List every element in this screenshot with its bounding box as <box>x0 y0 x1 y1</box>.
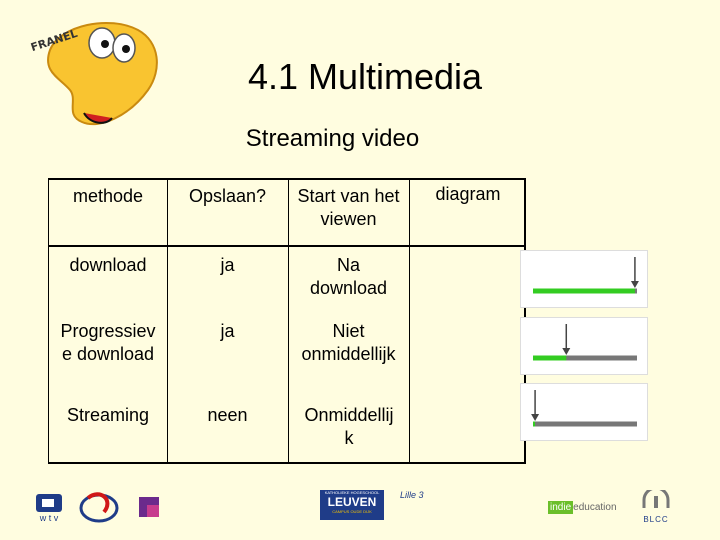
table-cell-opslaan: neen <box>207 405 248 425</box>
lille-logo <box>400 490 426 520</box>
mascot-label: FRANEL <box>29 26 80 55</box>
leuven-logo <box>320 490 384 520</box>
table-cell-methode: Streaming <box>66 405 150 425</box>
download-diagram <box>520 250 648 308</box>
table-header-diagram: diagram <box>435 184 501 204</box>
diagram-svg <box>521 251 647 307</box>
slide-title: 4.1 Multimedia <box>247 56 483 97</box>
leuven-logo-bottom: CAMPUS OUDE DIJK <box>332 509 372 514</box>
playback-start-arrowhead <box>531 414 539 421</box>
streaming-diagram <box>520 383 648 441</box>
blcc-logo <box>638 490 674 524</box>
table-header-start: Start van het viewen <box>297 186 400 229</box>
table-cell-methode: download <box>69 255 147 275</box>
blcc-logo-text: BLCC <box>643 515 669 524</box>
table-header-methode: methode <box>72 186 144 206</box>
playback-start-arrowhead <box>631 281 639 288</box>
wtv-logo-text: w t v <box>39 513 59 523</box>
progressive-download-diagram <box>520 317 648 375</box>
table-cell-opslaan: ja <box>220 255 235 275</box>
table-cell-opslaan: ja <box>220 321 235 341</box>
indie-logo-text: indie <box>550 502 572 513</box>
wtv-logo <box>30 492 68 526</box>
mascot-logo <box>20 10 170 135</box>
leuven-logo-top: KATHOLIEKE HOGESCHOOL <box>324 490 380 495</box>
leuven-logo-main: LEUVEN <box>327 495 377 509</box>
table-col-divider <box>409 180 410 462</box>
indie-education-logo <box>548 497 620 515</box>
table-row-divider <box>49 245 524 247</box>
table-cell-methode: Progressiev e download <box>60 321 156 364</box>
table-cell-start: Onmiddellij k <box>304 405 394 448</box>
table-cell-start: Niet onmiddellijk <box>301 321 396 364</box>
diagram-svg <box>521 318 647 374</box>
comparison-table <box>48 178 526 464</box>
lille-logo-text: Lille 3 <box>400 490 424 500</box>
swirl-logo <box>78 490 120 526</box>
education-logo-text: education <box>573 502 617 513</box>
diagram-svg <box>521 384 647 440</box>
purple-logo <box>135 493 165 523</box>
table-cell-start: Na download <box>309 255 388 298</box>
table-header-opslaan: Opslaan? <box>188 186 267 206</box>
playback-start-arrowhead <box>562 348 570 355</box>
slide-subtitle: Streaming video <box>245 125 420 152</box>
